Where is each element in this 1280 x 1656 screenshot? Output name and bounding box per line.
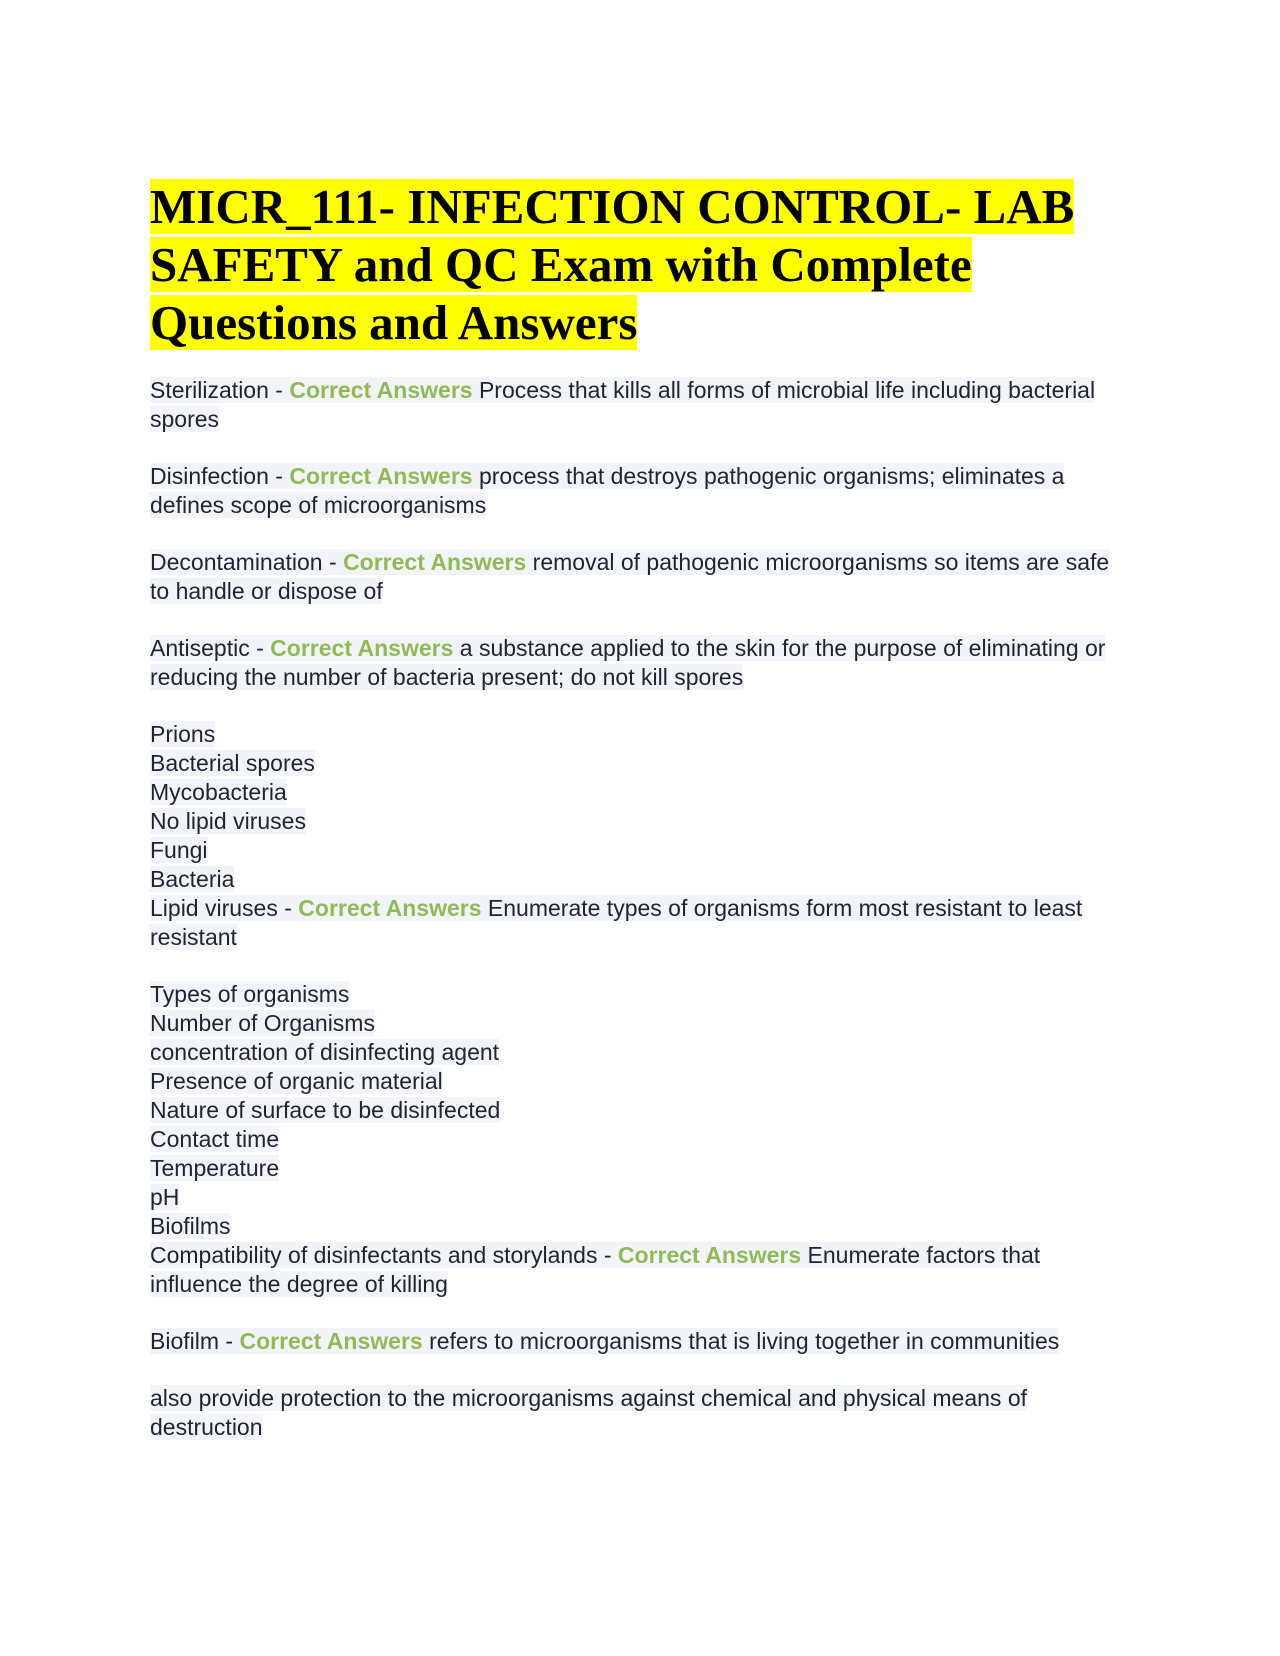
qa-list	[150, 376, 1130, 1356]
list-item-text: No lipid viruses	[150, 808, 306, 834]
qa-entry	[150, 1327, 1130, 1356]
correct-answers-label: Correct Answers	[343, 549, 527, 575]
qa-answer: refers to microorganisms that is living together in communities	[429, 1328, 1060, 1354]
list-item	[150, 1154, 1130, 1183]
list-item	[150, 1009, 1130, 1038]
qa-text	[150, 895, 1082, 950]
qa-term: Antiseptic	[150, 635, 250, 661]
list-item	[150, 1038, 1130, 1067]
qa-separator: -	[219, 1328, 240, 1354]
qa-separator: -	[268, 377, 290, 403]
list-item-text: pH	[150, 1184, 180, 1210]
qa-answer: process that destroys pathogenic organisms; eliminates a defines scope of microorganisms	[150, 463, 1065, 518]
list-item	[150, 865, 1130, 894]
trailing-paragraph	[150, 1384, 1130, 1442]
list-item-text: concentration of disinfecting agent	[150, 1039, 500, 1065]
correct-answers-label: Correct Answers	[270, 635, 454, 661]
qa-separator: -	[597, 1242, 618, 1268]
qa-term: Biofilm	[150, 1328, 220, 1354]
correct-answers-label: Correct Answers	[617, 1242, 802, 1268]
list-item-text: Presence of organic material	[150, 1068, 443, 1094]
qa-term: Sterilization	[150, 377, 269, 403]
list-item-text: Fungi	[150, 837, 208, 863]
qa-text	[150, 377, 1095, 432]
trailing-paragraph-text: also provide protection to the microorganisms against chemical and physical means of destruction	[150, 1385, 1027, 1440]
qa-term: Compatibility of disinfectants and storylands	[150, 1242, 598, 1268]
qa-text	[150, 1328, 1059, 1354]
qa-text	[150, 1242, 1040, 1297]
list-item	[150, 1125, 1130, 1154]
qa-separator: -	[277, 895, 299, 921]
qa-text	[150, 549, 1109, 604]
qa-text	[150, 635, 1105, 690]
qa-entry	[150, 462, 1130, 520]
list-item	[150, 749, 1130, 778]
list-item-text: Number of Organisms	[150, 1010, 375, 1036]
correct-answers-label: Correct Answers	[239, 1328, 423, 1354]
list-item-text: Mycobacteria	[150, 779, 287, 805]
qa-entry	[150, 548, 1130, 606]
qa-answer: removal of pathogenic microorganisms so items are safe to handle or dispose of	[150, 549, 1110, 604]
list-item	[150, 778, 1130, 807]
list-item-text: Contact time	[150, 1126, 280, 1152]
list-item	[150, 807, 1130, 836]
list-item	[150, 1212, 1130, 1241]
qa-text	[150, 463, 1064, 518]
list-item	[150, 720, 1130, 749]
qa-answer: a substance applied to the skin for the purpose of eliminating or reducing the number of bacteria present; do not kill spores	[150, 635, 1106, 690]
correct-answers-label: Correct Answers	[298, 895, 482, 921]
list-item	[150, 1096, 1130, 1125]
correct-answers-label: Correct Answers	[289, 377, 473, 403]
qa-term: Disinfection	[150, 463, 269, 489]
qa-term: Lipid viruses	[150, 895, 278, 921]
qa-answer: Process that kills all forms of microbial life including bacterial spores	[150, 377, 1096, 432]
list-item	[150, 1183, 1130, 1212]
qa-entry	[150, 634, 1130, 692]
qa-term: Decontamination	[150, 549, 323, 575]
list-item	[150, 980, 1130, 1009]
correct-answers-label: Correct Answers	[289, 463, 473, 489]
document-page	[150, 178, 1130, 1470]
qa-separator: -	[268, 463, 290, 489]
list-item-text: Temperature	[150, 1155, 280, 1181]
list-item-text: Nature of surface to be disinfected	[150, 1097, 501, 1123]
qa-answer: Enumerate types of organisms form most resistant to least resistant	[150, 895, 1083, 950]
list-item	[150, 1067, 1130, 1096]
list-item-text: Bacteria	[150, 866, 235, 892]
document-title	[150, 178, 1130, 352]
qa-entry	[150, 720, 1130, 952]
qa-entry	[150, 980, 1130, 1299]
qa-answer: Enumerate factors that influence the degree of killing	[150, 1242, 1041, 1297]
qa-separator: -	[322, 549, 344, 575]
list-item-text: Bacterial spores	[150, 750, 315, 776]
list-item-text: Biofilms	[150, 1213, 231, 1239]
qa-entry	[150, 376, 1130, 434]
list-item-text: Types of organisms	[150, 981, 350, 1007]
qa-separator: -	[249, 635, 271, 661]
list-item	[150, 836, 1130, 865]
document-title-text: MICR_111- INFECTION CONTROL- LAB SAFETY and QC Exam with Complete Questions and Answers	[150, 179, 1075, 350]
list-item-text: Prions	[150, 721, 216, 747]
